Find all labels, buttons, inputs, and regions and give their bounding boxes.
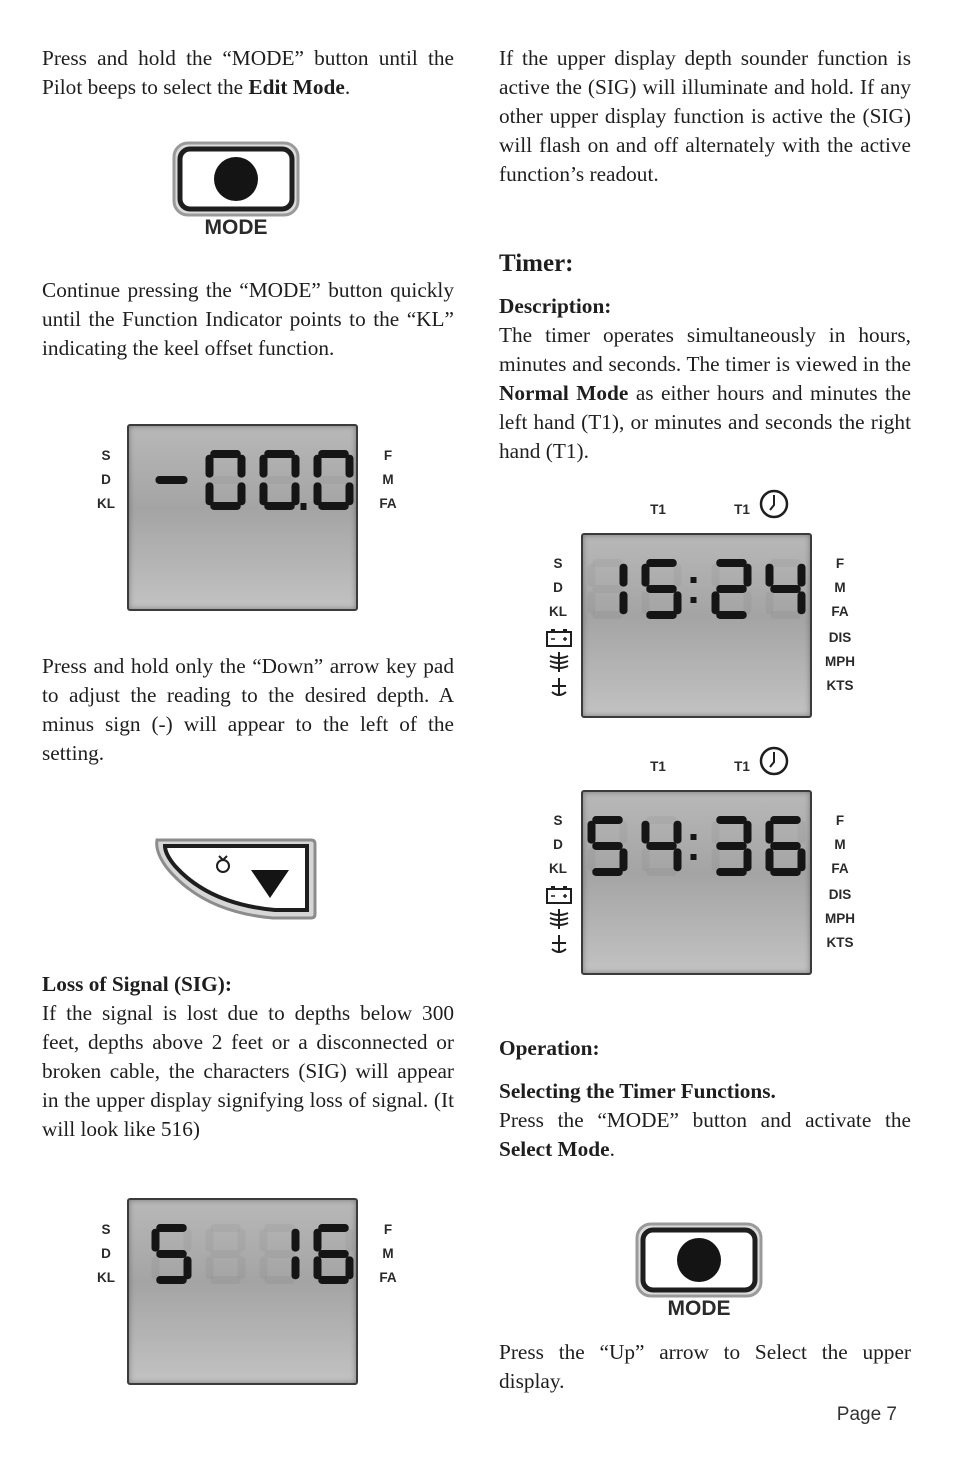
lcd-label-t1-right: T1 xyxy=(734,759,750,774)
paragraph-text: If the upper display depth sounder function is active the (SIG) will illuminate and hold. If any other upper display function is active the (SIG) will flash on and off alternately with the active function’s readout. xyxy=(499,46,911,186)
lcd-segment-on xyxy=(346,1256,354,1279)
lcd-segment-on xyxy=(674,821,682,844)
lcd-segment-on xyxy=(620,848,628,871)
lcd-segment-off xyxy=(592,585,622,593)
lcd-segment-on xyxy=(716,842,746,850)
lcd-segment-off xyxy=(206,1229,214,1252)
lcd-segment-off xyxy=(744,591,752,614)
lcd-segment-off xyxy=(766,591,774,614)
lcd-segment-on xyxy=(156,1250,186,1258)
clock-icon xyxy=(758,745,790,777)
lcd-segment-on xyxy=(318,502,348,510)
lcd-segment-on xyxy=(318,450,348,458)
lcd-segment-on xyxy=(766,821,774,844)
lcd-digits xyxy=(583,535,810,716)
text-span: as either hours and minutes the left hand (T1), or minutes and seconds the right hand (T1). xyxy=(499,381,911,463)
lcd-segment-on xyxy=(716,868,746,876)
paragraph-text: Press and hold only the “Down” arrow key pad to adjust the reading to the desired depth. A minus sign (-) will appear to the left of the setting. xyxy=(42,654,454,765)
lcd-segment-on xyxy=(744,848,752,871)
paragraph-text: Continue pressing the “MODE” button quickly until the Function Indicator points to the “KL” indicating the keel offset function. xyxy=(42,278,454,360)
lcd-label-s: S xyxy=(101,1222,111,1237)
lcd-label-f: F xyxy=(383,448,393,463)
battery-icon xyxy=(547,886,571,903)
side-icons xyxy=(544,885,574,957)
lcd-label-d: D xyxy=(553,580,563,595)
lcd-segment-off xyxy=(152,1256,160,1279)
lcd-loss-of-signal xyxy=(90,1196,410,1386)
lcd-segment-on xyxy=(712,591,720,614)
lcd-timer-hours-minutes xyxy=(540,486,870,722)
wind-icon xyxy=(550,909,568,929)
lcd-digits xyxy=(129,426,356,609)
lcd-segment-off xyxy=(770,611,800,619)
lcd-segment-off xyxy=(712,564,720,587)
lcd-segment-on xyxy=(264,502,294,510)
lcd-segment-off xyxy=(210,1276,240,1284)
lcd-keel-offset xyxy=(90,422,410,612)
lcd-colon-dot xyxy=(691,854,697,860)
lcd-segment-off xyxy=(646,816,676,824)
lcd-screen xyxy=(127,1198,358,1385)
bold-text: Edit Mode xyxy=(248,75,345,99)
lcd-label-m: M xyxy=(834,580,846,595)
lcd-segment-off xyxy=(238,1229,246,1252)
bold-text: Select Mode xyxy=(499,1137,610,1161)
lcd-label-m: M xyxy=(834,837,846,852)
lcd-label-m: M xyxy=(382,472,394,487)
lcd-segment-on xyxy=(318,1250,348,1258)
lcd-segment-on xyxy=(314,455,322,478)
lcd-label-t1-left: T1 xyxy=(650,759,666,774)
lcd-segment-on xyxy=(346,482,354,505)
lcd-segment-off xyxy=(206,1256,214,1279)
lcd-segment-on xyxy=(766,848,774,871)
down-arrow-paragraph xyxy=(42,652,454,768)
lcd-segment-on xyxy=(620,564,628,587)
lcd-label-kl: KL xyxy=(97,496,115,511)
text-span: . xyxy=(344,75,351,99)
lcd-label-s: S xyxy=(101,448,111,463)
lcd-segment-on xyxy=(674,848,682,871)
lcd-label-mph: MPH xyxy=(825,654,855,669)
lcd-segment-off xyxy=(318,476,348,484)
lcd-segment-on xyxy=(770,816,800,824)
page-number: Page 7 xyxy=(836,1404,897,1425)
lcd-label-d: D xyxy=(101,1246,111,1261)
edit-mode-paragraph xyxy=(42,44,454,102)
lcd-segment-on xyxy=(716,585,746,593)
lcd-segment-on xyxy=(744,564,752,587)
lcd-segment-on xyxy=(646,585,676,593)
lcd-label-dis: DIS xyxy=(828,630,852,645)
lcd-segment-on xyxy=(766,564,774,587)
lcd-segment-on xyxy=(346,455,354,478)
lcd-label-kl: KL xyxy=(549,604,567,619)
lcd-segment-on xyxy=(292,1256,300,1279)
lcd-label-s: S xyxy=(553,556,563,571)
timer-heading: Timer: xyxy=(499,250,574,277)
text-span: The timer operates simultaneously in hours, minutes and seconds. The timer is viewed in the xyxy=(499,323,911,376)
lcd-decimal-point xyxy=(301,503,307,510)
lcd-timer-minutes-seconds xyxy=(540,743,870,979)
lcd-segment-on xyxy=(592,868,622,876)
lcd-segment-on xyxy=(646,611,676,619)
lcd-segment-on xyxy=(260,482,268,505)
lcd-colon-dot xyxy=(691,597,697,603)
battery-icon xyxy=(547,629,571,646)
lcd-segment-on xyxy=(314,1256,322,1279)
lcd-segment-on xyxy=(646,559,676,567)
lcd-segment-on xyxy=(314,482,322,505)
lcd-segment-off xyxy=(642,848,650,871)
lcd-segment-off xyxy=(798,821,806,844)
lcd-segment-off xyxy=(238,1256,246,1279)
lcd-segment-on xyxy=(260,455,268,478)
sig-illuminate-paragraph xyxy=(499,44,911,189)
lcd-segment-off xyxy=(592,559,622,567)
lcd-segment-on xyxy=(264,450,294,458)
text-span: Press the “MODE” button and activate the xyxy=(499,1108,911,1132)
lcd-segment-off xyxy=(588,848,596,871)
lcd-segment-on xyxy=(674,591,682,614)
lcd-segment-on xyxy=(152,1229,160,1252)
lcd-segment-on xyxy=(238,482,246,505)
lcd-label-fa: FA xyxy=(831,861,849,876)
lcd-segment-off xyxy=(674,564,682,587)
lcd-segment-on xyxy=(770,842,800,850)
clock-icon xyxy=(758,488,790,520)
operation-section xyxy=(499,1034,911,1164)
lcd-segment-on xyxy=(206,455,214,478)
selecting-heading: Selecting the Timer Functions. xyxy=(499,1079,776,1103)
mode-button-illustration xyxy=(634,1221,764,1326)
lcd-segment-off xyxy=(210,476,240,484)
lcd-label-s: S xyxy=(553,813,563,828)
lcd-segment-on xyxy=(238,455,246,478)
lcd-segment-on xyxy=(156,1224,186,1232)
lcd-segment-off xyxy=(264,1250,294,1258)
lcd-segment-on xyxy=(318,1224,348,1232)
lcd-label-kl: KL xyxy=(97,1270,115,1285)
lcd-segment-off xyxy=(264,476,294,484)
lcd-segment-on xyxy=(292,482,300,505)
lcd-segment-on xyxy=(318,1276,348,1284)
lcd-segment-on xyxy=(798,564,806,587)
lcd-segment-off xyxy=(210,1224,240,1232)
lcd-segment-on xyxy=(206,482,214,505)
lcd-screen xyxy=(581,790,812,975)
text-span: Press and hold the “MODE” button until the Pilot beeps to select the xyxy=(42,46,454,99)
lcd-segment-on xyxy=(798,591,806,614)
lcd-segment-off xyxy=(260,1229,268,1252)
lcd-label-fa: FA xyxy=(831,604,849,619)
lcd-label-f: F xyxy=(835,556,845,571)
up-arrow-paragraph xyxy=(499,1338,911,1396)
lcd-segment-on xyxy=(210,450,240,458)
lcd-label-d: D xyxy=(101,472,111,487)
lcd-segment-on xyxy=(592,842,622,850)
bold-text: Normal Mode xyxy=(499,381,629,405)
lcd-segment-off xyxy=(264,1276,294,1284)
lcd-label-kl: KL xyxy=(549,861,567,876)
lcd-segment-on xyxy=(770,585,800,593)
lcd-segment-on xyxy=(588,821,596,844)
lcd-segment-on xyxy=(292,455,300,478)
lcd-segment-on xyxy=(716,611,746,619)
lcd-segment-off xyxy=(264,1224,294,1232)
down-arrow-key-illustration xyxy=(153,836,318,922)
lcd-segment-on xyxy=(314,1229,322,1252)
lcd-label-kts: KTS xyxy=(826,678,854,693)
lcd-screen xyxy=(127,424,358,611)
lcd-segment-off xyxy=(712,848,720,871)
lcd-label-m: M xyxy=(382,1246,394,1261)
lcd-segment-on xyxy=(716,816,746,824)
lcd-screen xyxy=(581,533,812,718)
lcd-label-f: F xyxy=(835,813,845,828)
mode-label: MODE xyxy=(204,216,268,239)
lcd-segment-off xyxy=(210,1250,240,1258)
mode-label: MODE xyxy=(667,1297,731,1320)
lcd-segment-on xyxy=(210,502,240,510)
lcd-segment-off xyxy=(260,1256,268,1279)
boat-icon xyxy=(552,935,566,953)
lcd-segment-on xyxy=(642,564,650,587)
lcd-label-fa: FA xyxy=(379,1270,397,1285)
lcd-label-kts: KTS xyxy=(826,935,854,950)
lcd-label-d: D xyxy=(553,837,563,852)
lcd-segment-off xyxy=(346,1229,354,1252)
lcd-segment-on xyxy=(770,868,800,876)
lcd-segment-off xyxy=(646,868,676,876)
lcd-segment-off xyxy=(770,559,800,567)
lcd-segment-off xyxy=(588,591,596,614)
lcd-label-fa: FA xyxy=(379,496,397,511)
lcd-segment-on xyxy=(798,848,806,871)
operation-heading: Operation: xyxy=(499,1036,600,1060)
lcd-segment-on xyxy=(620,591,628,614)
sig-heading: Loss of Signal (SIG): xyxy=(42,972,232,996)
lcd-label-mph: MPH xyxy=(825,911,855,926)
lcd-segment-on xyxy=(716,559,746,567)
lcd-colon-dot xyxy=(691,577,697,583)
keel-offset-paragraph xyxy=(42,276,454,363)
lcd-label-dis: DIS xyxy=(828,887,852,902)
paragraph-text: If the signal is lost due to depths below 300 feet, depths above 2 feet or a disconnected or broken cable, the characters (SIG) will appear in the upper display signifying loss of signal. (It will look like 516) xyxy=(42,1001,454,1141)
lcd-label-t1-left: T1 xyxy=(650,502,666,517)
lcd-colon-dot xyxy=(691,834,697,840)
lcd-label-t1-right: T1 xyxy=(734,502,750,517)
lcd-label-f: F xyxy=(383,1222,393,1237)
lcd-segment-on xyxy=(156,476,188,484)
lcd-segment-off xyxy=(184,1229,192,1252)
lcd-segment-on xyxy=(592,816,622,824)
loss-of-signal-section xyxy=(42,970,454,1144)
lcd-segment-on xyxy=(156,1276,186,1284)
timer-section xyxy=(499,250,911,466)
paragraph-text: Press the “Up” arrow to Select the upper display. xyxy=(499,1340,911,1393)
lcd-segment-off xyxy=(620,821,628,844)
lcd-digits xyxy=(583,792,810,973)
lcd-segment-on xyxy=(646,842,676,850)
lcd-segment-off xyxy=(592,611,622,619)
text-span: . xyxy=(609,1137,615,1161)
lcd-segment-off xyxy=(642,591,650,614)
lcd-segment-on xyxy=(184,1256,192,1279)
mode-button-illustration xyxy=(171,140,301,245)
wind-icon xyxy=(550,652,568,672)
description-heading: Description: xyxy=(499,294,612,318)
lcd-segment-on xyxy=(642,821,650,844)
lcd-segment-off xyxy=(712,821,720,844)
lcd-segment-on xyxy=(292,1229,300,1252)
lcd-segment-on xyxy=(744,821,752,844)
lcd-digits xyxy=(129,1200,356,1383)
side-icons xyxy=(544,628,574,700)
boat-icon xyxy=(552,678,566,696)
lcd-segment-off xyxy=(588,564,596,587)
